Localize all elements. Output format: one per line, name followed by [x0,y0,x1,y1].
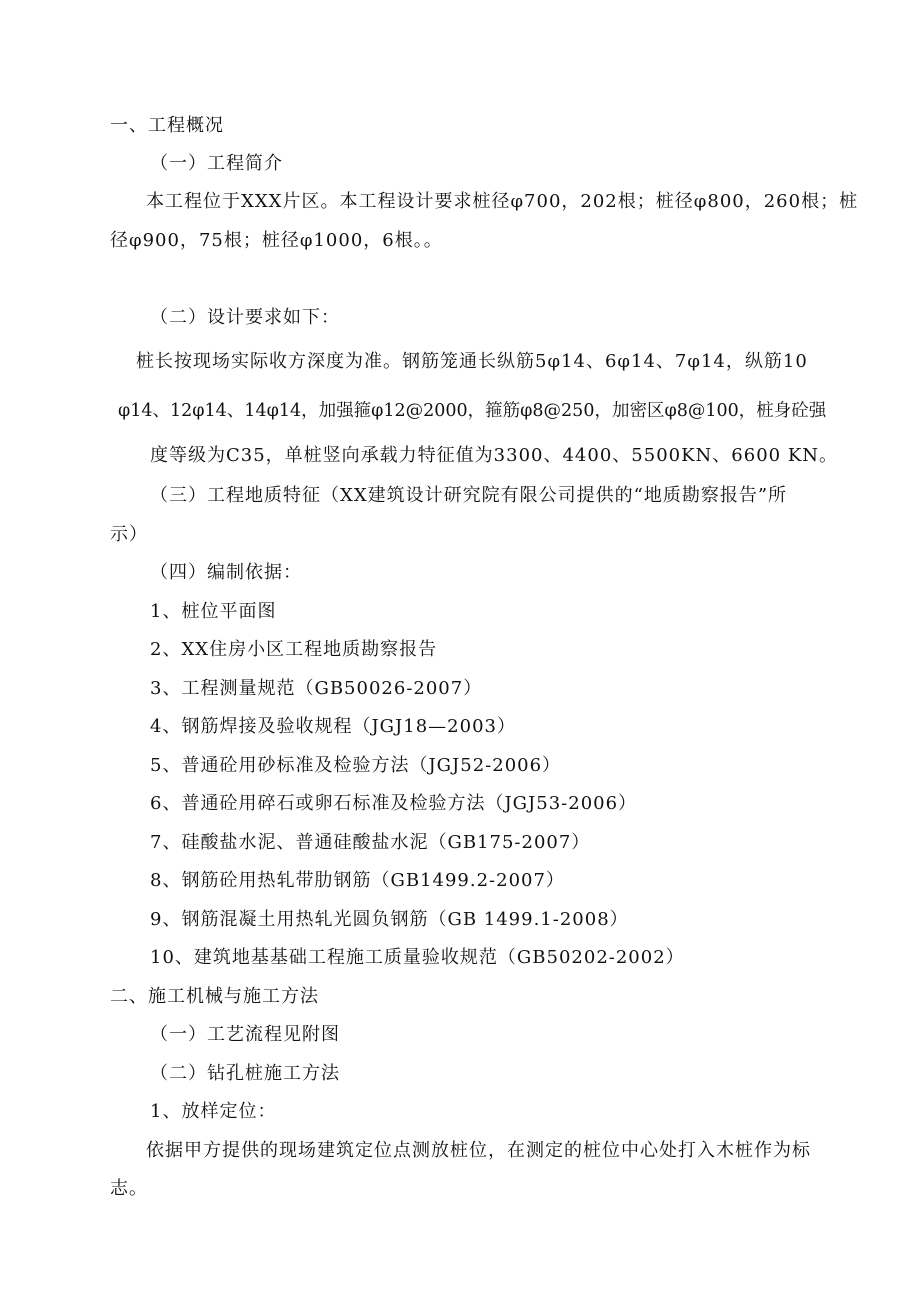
paragraph-stakeout-line-2: 志。 [110,1178,148,1199]
paragraph-design-line-1: 桩长按现场实际收方深度为准。钢筋笼通长纵筋5φ14、6φ14、7φ14，纵筋10 [136,351,808,372]
item-stakeout: 1、放样定位： [150,1101,277,1122]
paragraph-intro-line-1: 本工程位于XXX片区。本工程设计要求桩径φ700，202根；桩径φ800，260根；桩 [146,191,859,212]
subheading-geology-line-1: （三）工程地质特征（XX建筑设计研究院有限公司提供的“地质勘察报告”所 [150,485,788,506]
subheading-drilling-method: （二）钻孔桩施工方法 [150,1063,340,1084]
list-item: 8、钢筋砼用热轧带肋钢筋（GB1499.2-2007） [150,870,565,891]
list-item: 6、普通砼用碎石或卵石标准及检验方法（JGJ53-2006） [150,793,638,814]
section-heading-construction: 二、施工机械与施工方法 [110,986,319,1007]
subheading-design-requirements: （二）设计要求如下： [150,307,340,328]
paragraph-intro-line-2: 径φ900，75根；桩径φ1000，6根。。 [110,230,443,251]
paragraph-stakeout-line-1: 依据甲方提供的现场建筑定位点测放桩位，在测定的桩位中心处打入木桩作为标 [146,1140,811,1161]
paragraph-design-line-3: 度等级为C35，单桩竖向承载力特征值为3300、4400、5500KN、6600 KN。 [150,445,839,466]
subheading-geology-line-2: 示） [110,524,148,545]
section-heading-overview: 一、工程概况 [110,115,224,136]
subheading-basis: （四）编制依据： [150,562,302,583]
list-item: 9、钢筋混凝土用热轧光圆负钢筋（GB 1499.1-2008） [150,909,629,930]
list-item: 10、建筑地基基础工程施工质量验收规范（GB50202-2002） [150,947,685,968]
subheading-project-intro: （一）工程简介 [150,153,283,174]
list-item: 4、钢筋焊接及验收规程（JGJ18—2003） [150,716,516,737]
list-item: 7、硅酸盐水泥、普通硅酸盐水泥（GB175-2007） [150,832,591,853]
list-item: 5、普通砼用砂标准及检验方法（JGJ52-2006） [150,755,562,776]
list-item: 3、工程测量规范（GB50026-2007） [150,678,483,699]
list-item: 2、XX住房小区工程地质勘察报告 [150,639,438,660]
paragraph-design-line-2: φ14、12φ14、14φ14，加强箍φ12@2000，箍筋φ8@250，加密区φ8@100，桩身砼强 [118,401,827,421]
subheading-process-flow: （一）工艺流程见附图 [150,1024,340,1045]
list-item: 1、桩位平面图 [150,601,277,622]
